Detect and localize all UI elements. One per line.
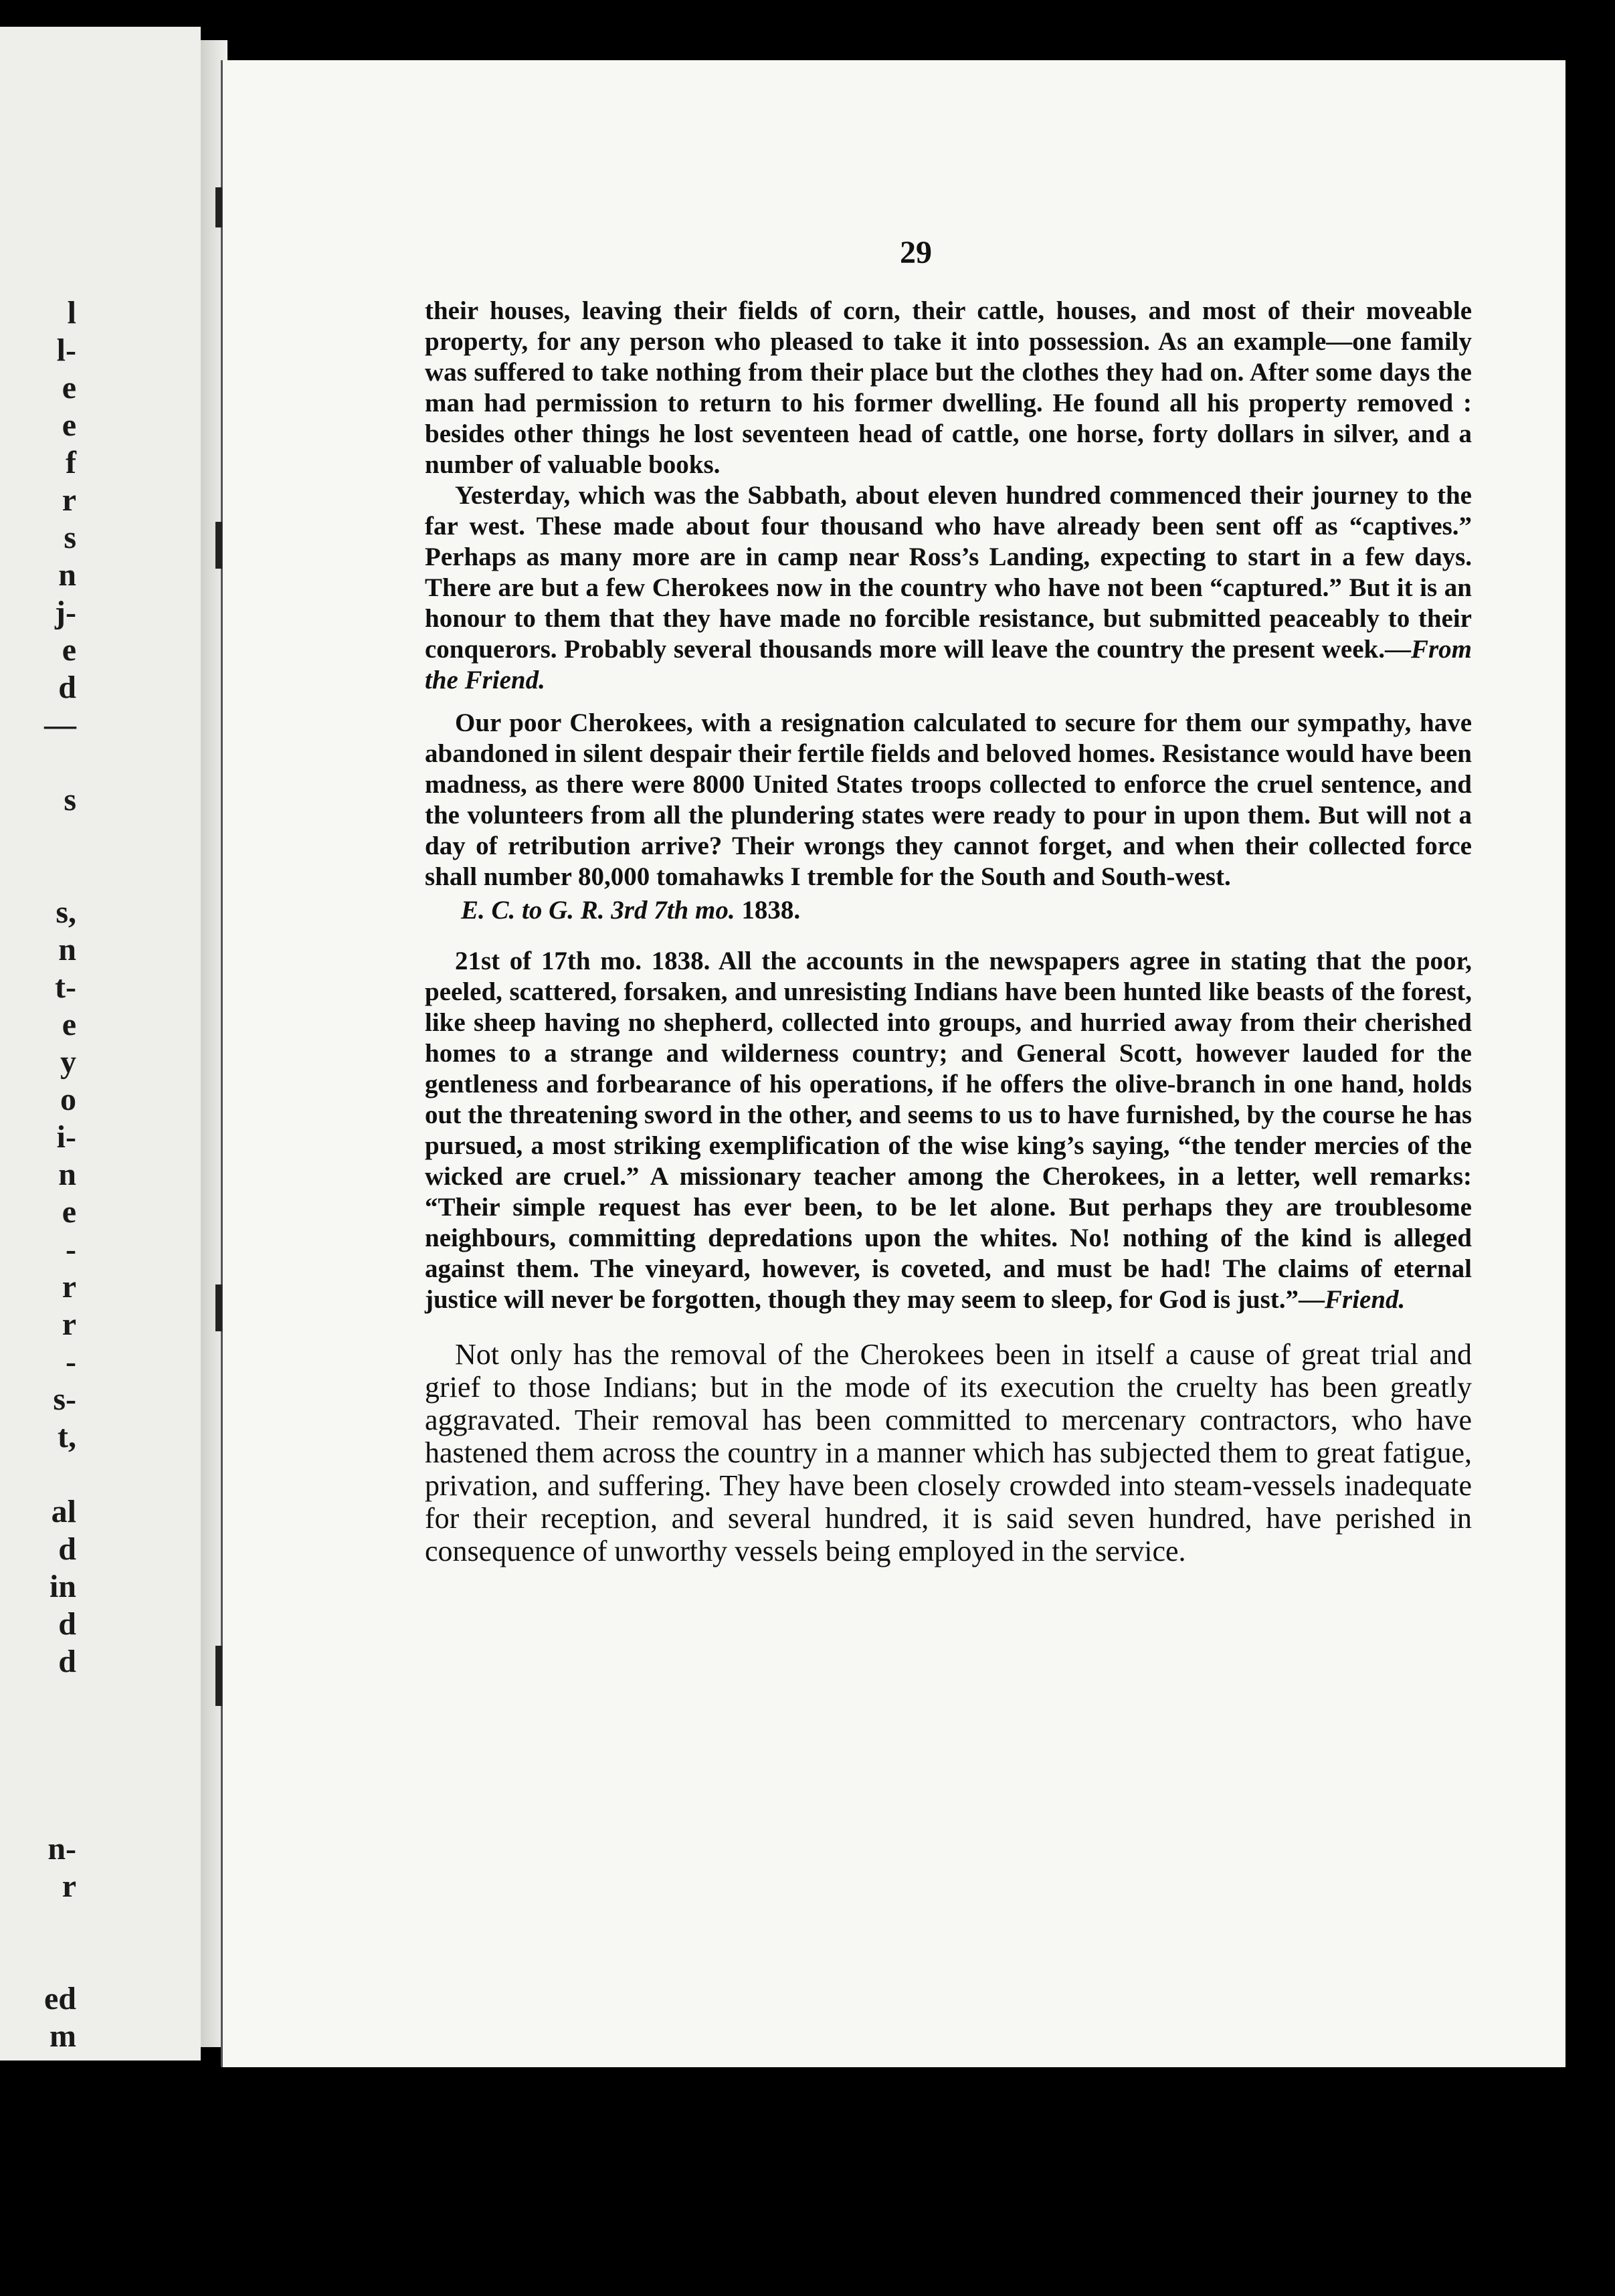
facing-page xyxy=(0,27,201,2061)
facing-page-fragment: n xyxy=(58,932,76,967)
facing-page-fragment: d xyxy=(58,1531,76,1567)
facing-page-fragment: t- xyxy=(55,969,76,1005)
signature-text: E. C. to G. R. 3rd 7th mo. xyxy=(461,896,735,925)
facing-page-fragment xyxy=(0,1456,80,1493)
paragraph-2-source: From the Friend. xyxy=(425,635,1472,694)
facing-page-fragment xyxy=(0,819,80,856)
facing-page-fragment xyxy=(0,1905,80,1943)
facing-page-fragment: d xyxy=(58,1606,76,1642)
paragraph-2-text: Yesterday, which was the Sabbath, about eleven hundred commenced their journey to the far west. These made about four thousand who have already been sent off as “captives.” Perhaps as many more are in camp near Ross’s Landing, expecting to start in a few days. There are but a few Cherokees now in the country who have not been “captured.” But it is an honour to them that they have made no forcible resistance, but submitted peaceably to their conquerors. Probably several thousands more will leave the country the present week.— xyxy=(425,481,1472,664)
facing-page-fragment: f xyxy=(66,445,76,480)
binding-mark xyxy=(215,1284,222,1331)
facing-page-fragment: e xyxy=(62,1194,76,1230)
page-number: 29 xyxy=(900,235,932,270)
facing-page-fragment: n xyxy=(58,1157,76,1192)
facing-page-fragment: r xyxy=(62,1307,76,1342)
facing-page-fragment xyxy=(0,1718,80,1755)
facing-page-fragment: al xyxy=(51,1494,76,1529)
page-body xyxy=(425,296,1472,1567)
facing-page-fragment: r xyxy=(62,1869,76,1904)
facing-page-fragment xyxy=(0,1681,80,1718)
facing-page-fragment: e xyxy=(62,632,76,668)
facing-page-fragment: l- xyxy=(56,332,76,368)
facing-page-fragment: r xyxy=(62,482,76,518)
facing-page-fragment: ed xyxy=(44,1981,76,2016)
facing-page-text-fragments xyxy=(0,294,80,2055)
facing-page-fragment xyxy=(0,1943,80,1980)
facing-page-fragment: - xyxy=(66,1344,76,1379)
facing-page-fragment: d xyxy=(58,1644,76,1679)
facing-page-fragment: n xyxy=(58,557,76,593)
facing-page-fragment: i- xyxy=(56,1119,76,1155)
signature-year: 1838. xyxy=(741,896,801,925)
facing-page-fragment: e xyxy=(62,407,76,443)
facing-page-fragment: t, xyxy=(58,1419,76,1454)
paragraph-5: Not only has the removal of the Cherokees been in itself a cause of great trial and grief to those Indians; but in the mode of its execution the cruelty has been greatly aggravated. Their removal has been committed to mercenary contractors, who have hastened them across the country in a manner which has subjected them to great fatigue, privation, and suffering. They have been closely crowded into steam-vessels inadequate for their reception, and several hundred, it is said seven hundred, have perished in consequence of unworthy vessels being employed in the service. xyxy=(425,1338,1472,1567)
paragraph-1: their houses, leaving their fields of corn, their cattle, houses, and most of their moveable property, for any person who pleased to take it into possession. As an example—one family was suffered to take nothing from their place but the clothes they had on. After some days the man had permission to return to his former dwelling. He found all his property removed : besides other things he lost seventeen head of cattle, one horse, forty dollars in silver, and a number of valuable books. xyxy=(425,296,1472,479)
facing-page-fragment: e xyxy=(62,370,76,405)
facing-page-fragment: s- xyxy=(53,1381,76,1417)
facing-page-fragment: l xyxy=(67,295,76,330)
facing-page-fragment: s, xyxy=(56,894,76,930)
paragraph-2 xyxy=(425,480,1472,696)
facing-page-fragment: in xyxy=(49,1569,76,1604)
facing-page-fragment: — xyxy=(44,707,76,743)
facing-page-fragment xyxy=(0,744,80,781)
facing-page-fragment: d xyxy=(58,670,76,705)
facing-page-fragment: j- xyxy=(55,595,76,630)
facing-page-fragment: s xyxy=(64,520,76,555)
facing-page-fragment xyxy=(0,1755,80,1793)
facing-page-fragment xyxy=(0,1793,80,1830)
facing-page-fragment: n- xyxy=(48,1831,76,1867)
paragraph-4-source: Friend. xyxy=(1325,1285,1406,1314)
binding-mark xyxy=(215,1646,222,1706)
facing-page-fragment xyxy=(0,856,80,894)
facing-page-fragment: r xyxy=(62,1269,76,1305)
facing-page-fragment: e xyxy=(62,1007,76,1042)
binding-mark xyxy=(215,187,222,227)
binding-mark xyxy=(215,522,222,569)
facing-page-fragment: m xyxy=(50,2018,76,2054)
signature-line xyxy=(425,895,1472,926)
facing-page-fragment: - xyxy=(66,1232,76,1267)
facing-page-fragment: s xyxy=(64,782,76,818)
facing-page-fragment: o xyxy=(60,1082,76,1117)
paragraph-4-text: 21st of 17th mo. 1838. All the accounts in the newspapers agree in stating that the poor, peeled, scattered, forsaken, and unresisting Indians have been hunted like beasts of the forest, like sheep having no shepherd, collected into groups, and hurried away from their cherished homes to a strange and wilderness country; and General Scott, however lauded for the gentleness and forbearance of his operations, if he offers the olive-branch in one hand, holds out the threatening sword in the other, and seems to us to have furnished, by the course he has pursued, a most striking exemplification of the wise king’s saying, “the tender mercies of the wicked are cruel.” A missionary teacher among the Cherokees, in a letter, well remarks: “Their simple request has ever been, to be let alone. But perhaps they are troublesome neighbours, committing depredations upon the whites. No! nothing of the kind is alleged against them. The vineyard, however, is coveted, and must be had! The claims of eternal justice will never be forgotten, though they may seem to sleep, for God is just.”— xyxy=(425,947,1472,1314)
facing-page-fragment: y xyxy=(60,1044,76,1080)
paragraph-4 xyxy=(425,946,1472,1315)
paragraph-3: Our poor Cherokees, with a resignation calculated to secure for them our sympathy, have abandoned in silent despair their fertile fields and beloved homes. Resistance would have been madness, as there were 8000 United States troops collected to enforce the cruel sentence, and the volunteers from all the plundering states were ready to pour in upon them. But will not a day of retribution arrive? Their wrongs they cannot forget, and when their collected force shall number 80,000 tomahawks I tremble for the South and South-west. xyxy=(425,708,1472,891)
